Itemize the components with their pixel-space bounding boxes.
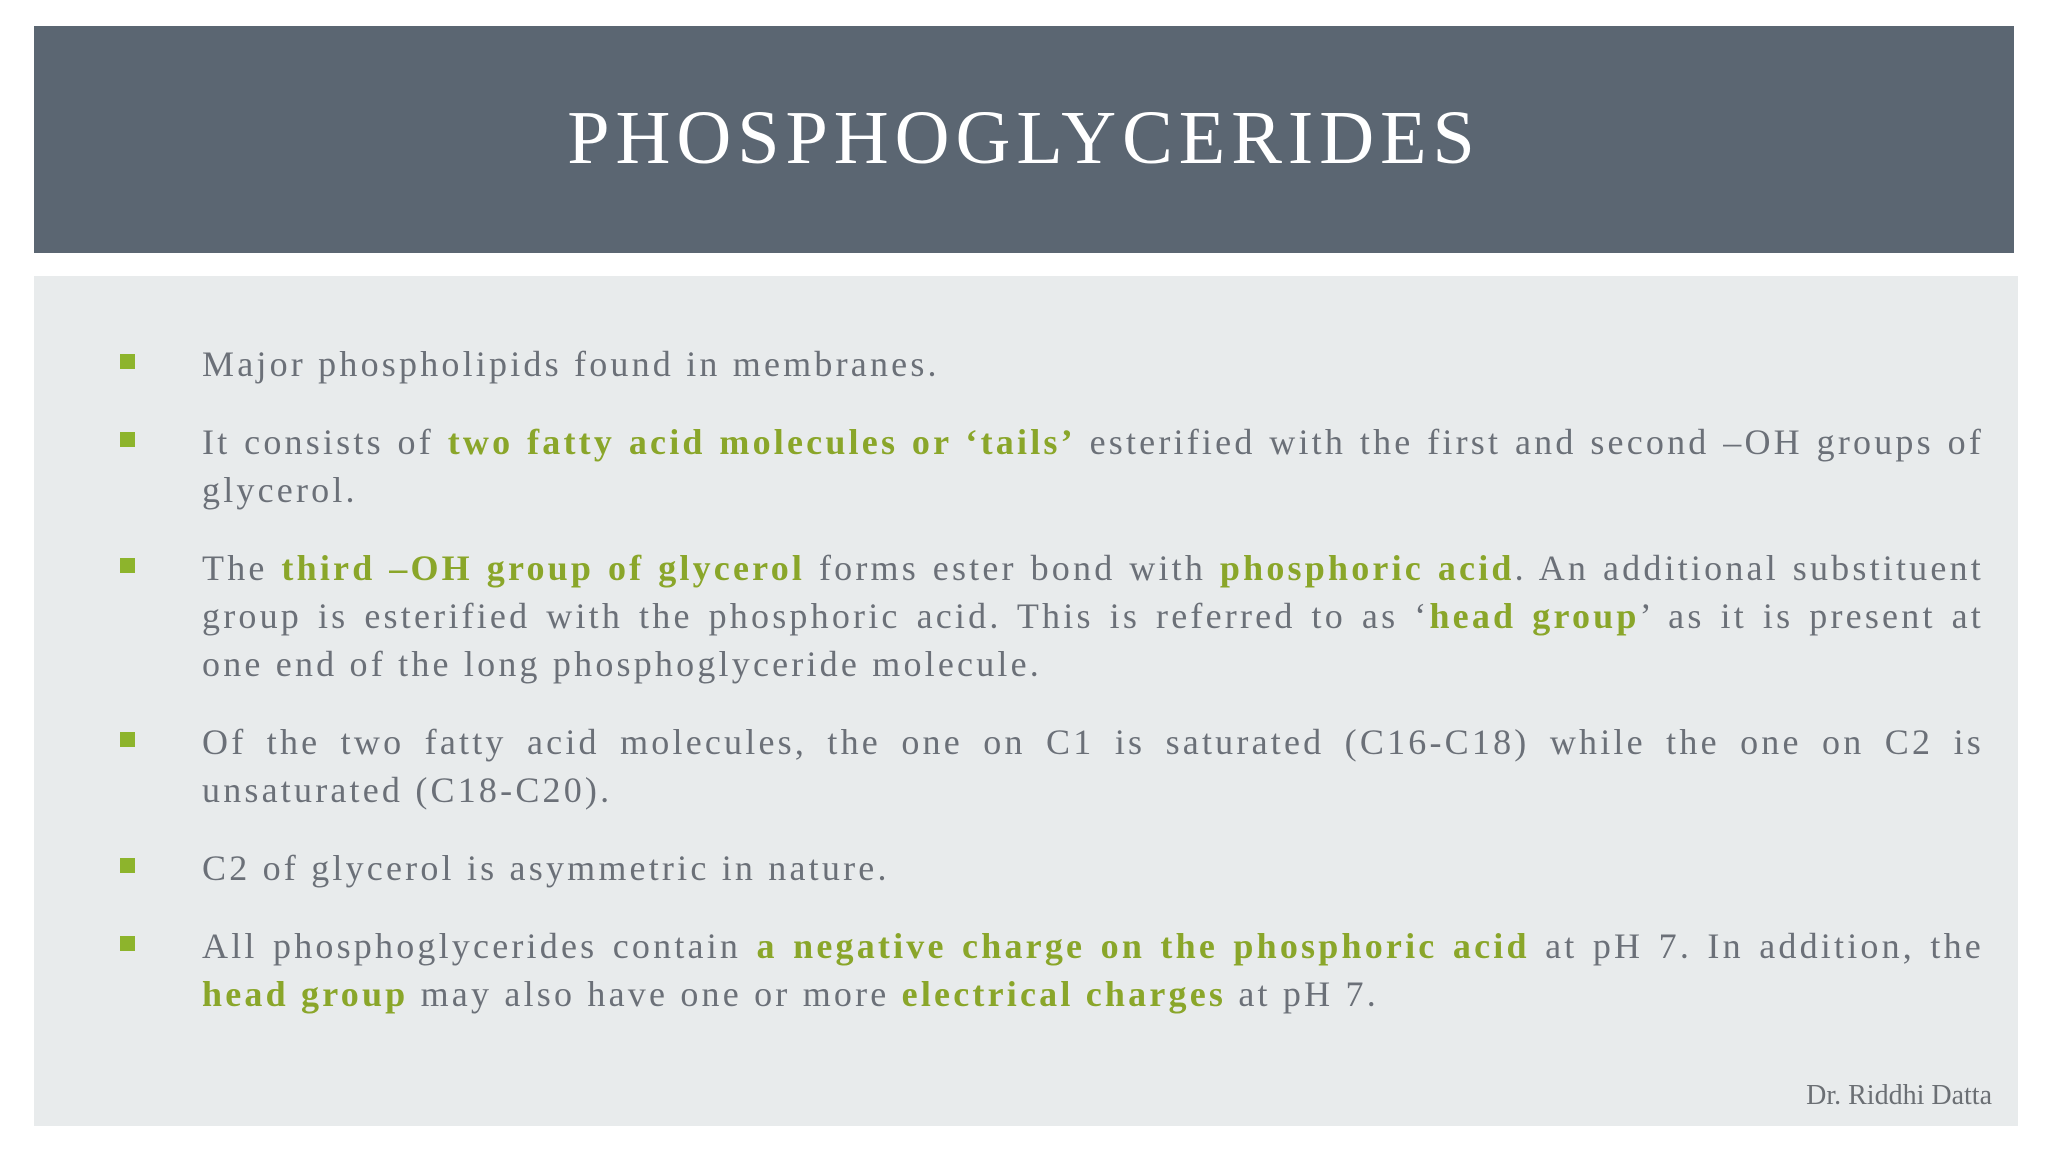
bullet-segment: Of the two fatty acid molecules, the one on C1 is saturated (C16-C18) while the one on C2 is unsaturated (C18-C20). bbox=[202, 722, 1984, 810]
bullet-segment: at pH 7. In addition, the bbox=[1529, 926, 1984, 966]
content-panel bbox=[34, 276, 2018, 1126]
bullet-segment: . An additional substituent group is esterified with the phosphoric acid. This is referred to as ‘ bbox=[202, 548, 1984, 636]
highlighted-term: electrical charges bbox=[901, 974, 1227, 1014]
bullet-segment: esterified with the first and second –OH groups of glycerol. bbox=[202, 422, 1985, 510]
square-bullet-icon bbox=[120, 558, 135, 573]
slide-title: PHOSPHOGLYCERIDES bbox=[567, 96, 1481, 180]
bullet-segment: may also have one or more bbox=[408, 974, 902, 1014]
bullet-text bbox=[202, 544, 1984, 688]
square-bullet-icon bbox=[120, 354, 135, 369]
bullet-segment: C2 of glycerol is asymmetric in nature. bbox=[202, 848, 890, 888]
title-bar bbox=[34, 26, 2014, 253]
highlighted-term: head group bbox=[1429, 596, 1640, 636]
author-credit: Dr. Riddhi Datta bbox=[1806, 1080, 1992, 1111]
bullet-segment: ’ as it is present at one end of the long phosphoglyceride molecule. bbox=[202, 596, 1985, 684]
bullet-segment: Major phospholipids found in membranes. bbox=[202, 344, 940, 384]
bullet-text bbox=[202, 418, 1984, 514]
bullet-segment: All phosphoglycerides contain bbox=[202, 926, 757, 966]
bullet-text bbox=[202, 340, 1984, 388]
square-bullet-icon bbox=[120, 432, 135, 447]
bullet-text bbox=[202, 922, 1984, 1018]
highlighted-term: third –OH group of glycerol bbox=[281, 548, 806, 588]
bullet-text bbox=[202, 844, 1984, 892]
bullet-text bbox=[202, 718, 1984, 814]
highlighted-term: phosphoric acid bbox=[1219, 548, 1515, 588]
highlighted-term: head group bbox=[202, 974, 409, 1014]
bullet-segment: The bbox=[202, 548, 282, 588]
square-bullet-icon bbox=[120, 732, 135, 747]
square-bullet-icon bbox=[120, 858, 135, 873]
bullet-segment: at pH 7. bbox=[1226, 974, 1379, 1014]
square-bullet-icon bbox=[120, 936, 135, 951]
highlighted-term: a negative charge on the phosphoric acid bbox=[756, 926, 1530, 966]
bullet-segment: forms ester bond with bbox=[805, 548, 1220, 588]
bullet-segment: It consists of bbox=[202, 422, 448, 462]
highlighted-term: two fatty acid molecules or ‘tails’ bbox=[447, 422, 1076, 462]
